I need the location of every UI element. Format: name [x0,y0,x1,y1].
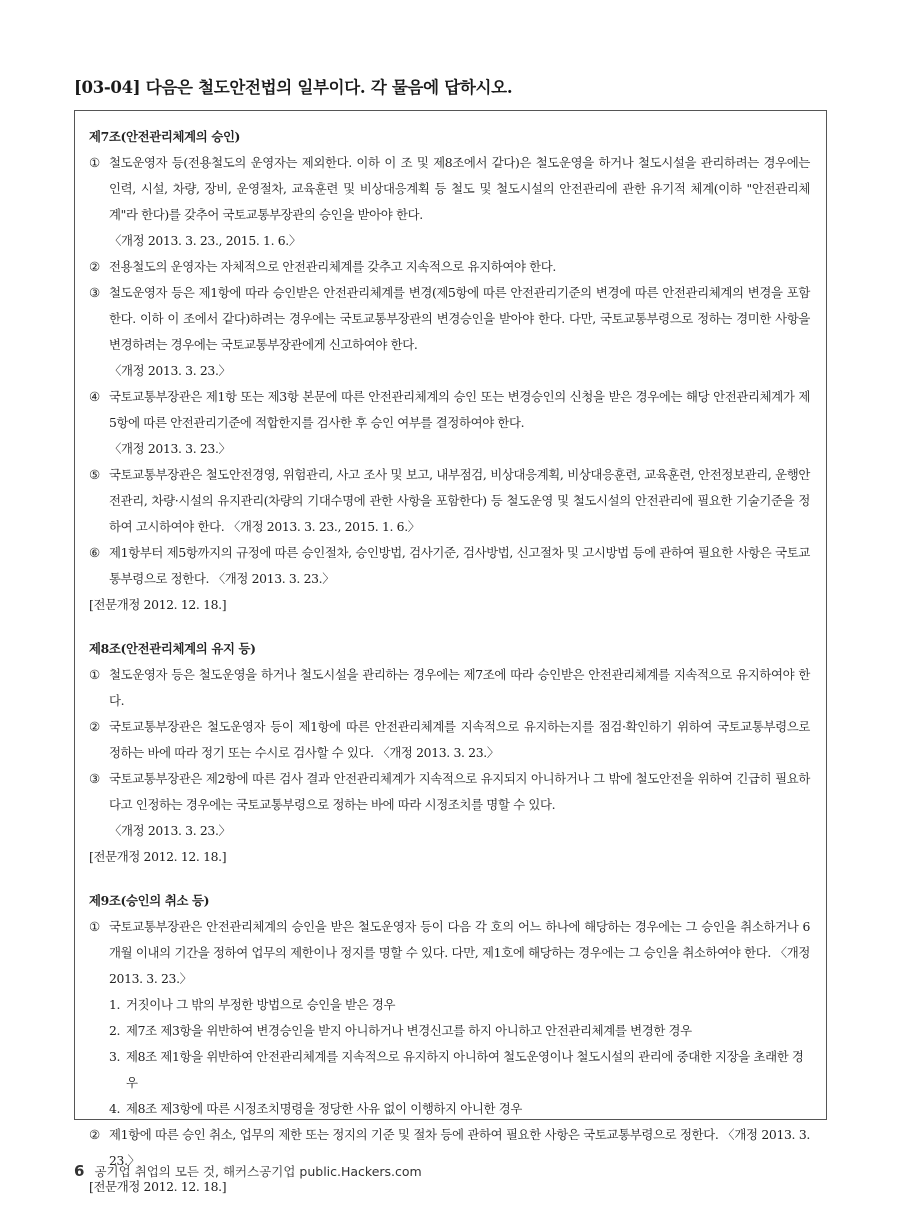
page-footer [74,1162,422,1180]
clause-text: 국토교통부장관은 철도운영자 등이 제1항에 따른 안전관리체계를 지속적으로 유지하는지를 점검·확인하기 위하여 국토교통부령으로 정하는 바에 따라 정기 또는 수시로 검사할 수 있다. 〈개정 2013. 3. 23.〉 [109,719,810,760]
subitem [89,992,810,1018]
clause-item [89,384,810,436]
revision-note: 〈개정 2013. 3. 23.〉 [109,823,231,838]
subitem-text: 제8조 제1항을 위반하여 안전관리체계를 지속적으로 유지하지 아니하여 철도운영이나 철도시설의 관리에 중대한 지장을 초래한 경우 [126,1049,804,1090]
full-revision-note: [전문개정 2012. 12. 18.] [89,1179,227,1194]
subitem-number: 4. [109,1101,121,1116]
clause-text: 국토교통부장관은 안전관리체계의 승인을 받은 철도운영자 등이 다음 각 호의 어느 하나에 해당하는 경우에는 그 승인을 취소하거나 6개월 이내의 기간을 정하여 업무의 제한이나 정지를 명할 수 있다. 다만, 제1호에 해당하는 경우에는 그 승인을 취소하여야 한다. 〈개정 2013. 3. 23.〉 [109,919,810,986]
clause-text: 국토교통부장관은 제1항 또는 제3항 본문에 따른 안전관리체계의 승인 또는 변경승인의 신청을 받은 경우에는 해당 안전관리체계가 제5항에 따른 안전관리기준에 적합한지를 검사한 후 승인 여부를 결정하여야 한다. [109,389,810,430]
revision-note: 〈개정 2013. 3. 23.〉 [109,441,231,456]
page-number: 6 [74,1162,85,1180]
clause-item [89,280,810,358]
clause-mark: ① [89,155,100,170]
clause-text: 국토교통부장관은 철도안전경영, 위험관리, 사고 조사 및 보고, 내부점검, 비상대응계획, 비상대응훈련, 교육훈련, 안전정보관리, 운행안전관리, 차량·시설의 유지관리(차량의 기대수명에 관한 사항을 포함한다) 등 철도운영 및 철도시설의 안전관리에 필요한 기술기준을 정하여 고시하여야 한다. 〈개정 2013. 3. 23., 2015. 1. 6.〉 [109,467,810,534]
clause-text: 철도운영자 등은 철도운영을 하거나 철도시설을 관리하는 경우에는 제7조에 따라 승인받은 안전관리체계를 지속적으로 유지하여야 한다. [109,667,810,708]
subitem [89,1096,810,1122]
clause-item [89,714,810,766]
article-title: 제7조(안전관리체계의 승인) [89,129,241,144]
revision-note: 〈개정 2013. 3. 23.〉 [109,363,231,378]
clause-mark: ⑥ [89,545,100,560]
subitem-text: 제7조 제3항을 위반하여 변경승인을 받지 아니하거나 변경신고를 하지 아니하고 안전관리체계를 변경한 경우 [126,1023,692,1038]
clause-text: 제1항에 따른 승인 취소, 업무의 제한 또는 정지의 기준 및 절차 등에 관하여 필요한 사항은 국토교통부령으로 정한다. 〈개정 2013. 3. 23.〉 [109,1127,810,1168]
question-header: [03-04] 다음은 철도안전법의 일부이다. 각 물음에 답하시오. [74,78,513,97]
article-8 [89,636,810,870]
clause-mark: ⑤ [89,467,100,482]
clause-mark: ① [89,667,100,682]
clause-item [89,462,810,540]
clause-text: 철도운영자 등(전용철도의 운영자는 제외한다. 이하 이 조 및 제8조에서 같다)은 철도운영을 하거나 철도시설을 관리하려는 경우에는 인력, 시설, 차량, 장비, 운영절차, 교육훈련 및 비상대응계획 등 철도 및 철도시설의 안전관리에 관한 유기적 체계(이하 "안전관리체계"라 한다)를 갖추어 국토교통부장관의 승인을 받아야 한다. [109,155,810,222]
full-revision-note: [전문개정 2012. 12. 18.] [89,597,227,612]
subitem [89,1044,810,1096]
subitem-text: 제8조 제3항에 따른 시정조치명령을 정당한 사유 없이 이행하지 아니한 경우 [126,1101,522,1116]
article-9 [89,888,810,1200]
subitem-number: 1. [109,997,121,1012]
clause-mark: ③ [89,285,100,300]
clause-mark: ② [89,719,100,734]
subitem [89,1018,810,1044]
clause-item [89,766,810,818]
subitem-number: 2. [109,1023,121,1038]
full-revision-note: [전문개정 2012. 12. 18.] [89,849,227,864]
footer-text: 공기업 취업의 모든 것, 해커스공기업 public.Hackers.com [94,1164,422,1179]
clause-mark: ① [89,919,100,934]
clause-mark: ④ [89,389,100,404]
article-7 [89,124,810,618]
clause-item [89,254,810,280]
clause-text: 국토교통부장관은 제2항에 따른 검사 결과 안전관리체계가 지속적으로 유지되지 아니하거나 그 밖에 철도안전을 위하여 긴급히 필요하다고 인정하는 경우에는 국토교통부령으로 정하는 바에 따라 시정조치를 명할 수 있다. [109,771,810,812]
clause-text: 철도운영자 등은 제1항에 따라 승인받은 안전관리체계를 변경(제5항에 따른 안전관리기준의 변경에 따른 안전관리체계의 변경을 포함한다. 이하 이 조에서 같다)하려는 경우에는 국토교통부장관의 변경승인을 받아야 한다. 다만, 국토교통부령으로 정하는 경미한 사항을 변경하려는 경우에는 국토교통부장관에게 신고하여야 한다. [109,285,810,352]
clause-item [89,662,810,714]
clause-mark: ② [89,1127,100,1142]
article-title: 제8조(안전관리체계의 유지 등) [89,641,256,656]
clause-item [89,914,810,992]
clause-item [89,540,810,592]
subitem-number: 3. [109,1049,121,1064]
revision-note: 〈개정 2013. 3. 23., 2015. 1. 6.〉 [109,233,301,248]
subitem-text: 거짓이나 그 밖의 부정한 방법으로 승인을 받은 경우 [126,997,396,1012]
clause-text: 제1항부터 제5항까지의 규정에 따른 승인절차, 승인방법, 검사기준, 검사방법, 신고절차 및 고시방법 등에 관하여 필요한 사항은 국토교통부령으로 정한다. 〈개정 2013. 3. 23.〉 [109,545,810,586]
clause-item [89,150,810,228]
clause-mark: ② [89,259,100,274]
clause-mark: ③ [89,771,100,786]
clause-text: 전용철도의 운영자는 자체적으로 안전관리체계를 갖추고 지속적으로 유지하여야 한다. [109,259,557,274]
article-title: 제9조(승인의 취소 등) [89,893,210,908]
